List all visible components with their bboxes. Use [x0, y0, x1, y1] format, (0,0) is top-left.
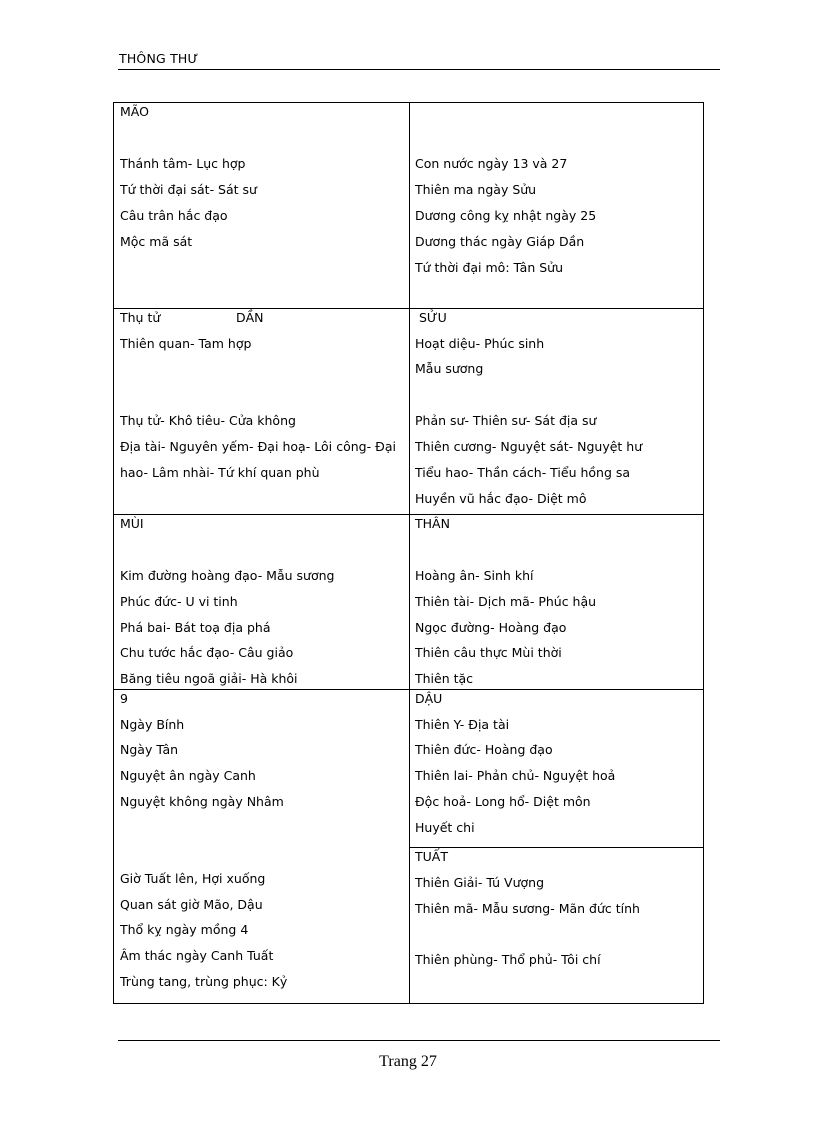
cell-line: Mộc mã sát [120, 234, 193, 249]
cell-line: Thiên lai- Phản chủ- Nguyệt hoả [415, 768, 616, 783]
cell-line: Thiên mã- Mẫu sương- Mãn đức tính [415, 901, 640, 916]
row-divider [114, 689, 703, 690]
cell-line: Nguyệt ân ngày Canh [120, 768, 256, 783]
cell-line: Phản sư- Thiên sư- Sát địa sư [415, 413, 597, 428]
cell-line: Địa tài- Nguyên yếm- Đại hoạ- Lôi công- Đại [120, 439, 396, 454]
cell-title: MÃO [120, 104, 149, 119]
cell-line: Ngày Bính [120, 717, 185, 732]
cell-title: TUẤT [415, 849, 448, 864]
cell-line: Thiên tặc [415, 671, 474, 686]
cell-line: Dương công kỵ nhật ngày 25 [415, 208, 597, 223]
cell-line: Thiên quan- Tam hợp [120, 336, 252, 351]
header-rule [118, 69, 720, 70]
cell-line: Thiên phùng- Thổ phủ- Tôi chí [415, 952, 601, 967]
cell-line: Hoạt diệu- Phúc sinh [415, 336, 545, 351]
cell-title: 9 [120, 691, 128, 706]
cell-line: Ngày Tân [120, 742, 179, 757]
cell-line: Con nước ngày 13 và 27 [415, 156, 568, 171]
cell-line: Dương thác ngày Giáp Dần [415, 234, 585, 249]
cell-line: Câu trân hắc đạo [120, 208, 228, 223]
cell-line: Tứ thời đại mô: Tân Sửu [415, 260, 564, 275]
cell-line: Kim đường hoàng đạo- Mẫu sương [120, 568, 335, 583]
cell-line: Thánh tâm- Lục hợp [120, 156, 246, 171]
almanac-table [113, 102, 704, 1004]
column-divider [409, 103, 410, 1003]
cell-line: Tứ thời đại sát- Sát sư [120, 182, 257, 197]
cell-line: Băng tiêu ngoã giải- Hà khôi [120, 671, 298, 686]
cell-line: Thiên Y- Địa tài [415, 717, 510, 732]
running-header: THÔNG THƯ [119, 51, 199, 66]
footer-rule [118, 1040, 720, 1041]
row-divider [409, 847, 703, 848]
cell-prefix: Thụ tử [120, 310, 161, 325]
cell-line: Hoàng ân- Sinh khí [415, 568, 534, 583]
cell-line: Độc hoả- Long hổ- Diệt môn [415, 794, 591, 809]
cell-line: Ngọc đường- Hoàng đạo [415, 620, 567, 635]
cell-line: Giờ Tuất lên, Hợi xuống [120, 871, 266, 886]
cell-line: Huyền vũ hắc đạo- Diệt mô [415, 491, 587, 506]
cell-line: Thiên đức- Hoàng đạo [415, 742, 553, 757]
cell-line: Thiên Giải- Tú Vượng [415, 875, 545, 890]
cell-line: Thiên ma ngày Sửu [415, 182, 537, 197]
cell-line: Âm thác ngày Canh Tuất [120, 948, 274, 963]
cell-line: Thiên cương- Nguyệt sát- Nguyệt hư [415, 439, 643, 454]
cell-line: Phá bai- Bát toạ địa phá [120, 620, 271, 635]
cell-line: Thiên câu thực Mùi thời [415, 645, 562, 660]
row-divider [114, 514, 703, 515]
cell-title: SỬU [419, 310, 447, 325]
cell-line: Phúc đức- U vi tinh [120, 594, 238, 609]
cell-title: MÙI [120, 516, 144, 531]
cell-line: Nguyệt không ngày Nhâm [120, 794, 284, 809]
cell-line: Mẫu sương [415, 361, 484, 376]
cell-line: Quan sát giờ Mão, Dậu [120, 897, 263, 912]
cell-line: Chu tước hắc đạo- Câu giảo [120, 645, 294, 660]
page-number: Trang 27 [379, 1053, 437, 1070]
cell-title: DẦN [236, 310, 264, 325]
cell-title: THÂN [415, 516, 450, 531]
cell-line: Thổ kỵ ngày mồng 4 [120, 922, 249, 937]
cell-line: Trùng tang, trùng phục: Kỷ [120, 974, 288, 989]
cell-line: hao- Lâm nhài- Tứ khí quan phù [120, 465, 320, 480]
cell-line: Thụ tử- Khô tiêu- Cửa không [120, 413, 296, 428]
row-divider [114, 308, 703, 309]
cell-line: Tiểu hao- Thần cách- Tiểu hồng sa [415, 465, 631, 480]
cell-line: Thiên tài- Dịch mã- Phúc hậu [415, 594, 597, 609]
cell-title: DẬU [415, 691, 443, 706]
cell-line: Huyết chi [415, 820, 475, 835]
